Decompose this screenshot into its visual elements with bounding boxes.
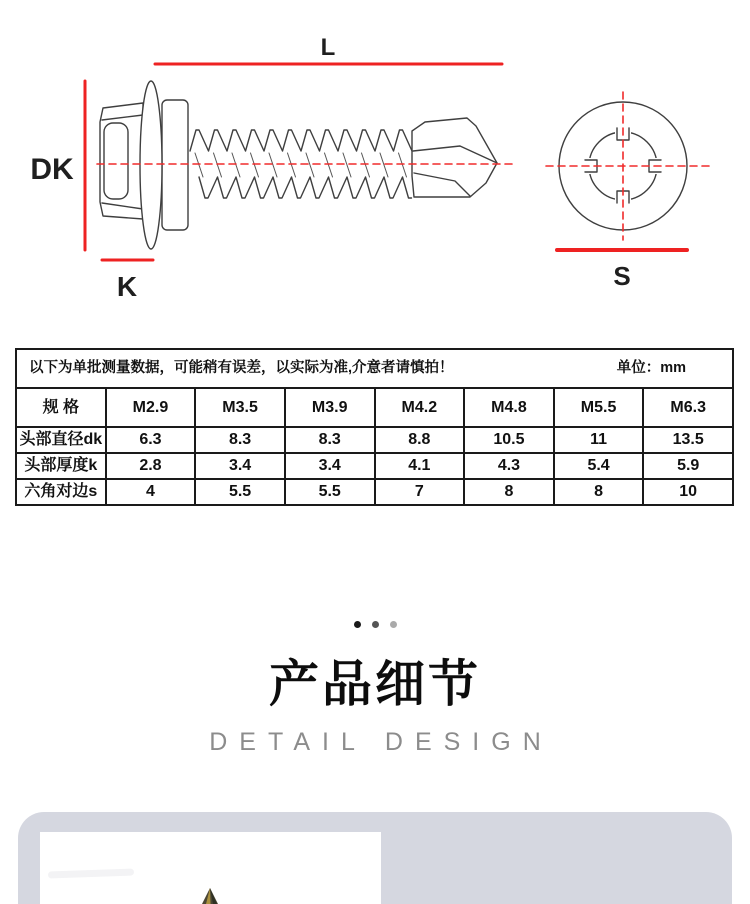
screw-tip-photo-fragment xyxy=(198,888,222,904)
section-divider-dots xyxy=(0,621,750,628)
cell: 3.4 xyxy=(195,453,285,479)
cell: 4.1 xyxy=(375,453,465,479)
cell: 10 xyxy=(643,479,733,505)
table-row-hex-width xyxy=(16,479,733,505)
sealing-washer xyxy=(162,100,188,230)
cell: 8.3 xyxy=(195,427,285,453)
detail-photo-panel xyxy=(18,812,732,904)
divider-dot xyxy=(354,621,361,628)
detail-photo xyxy=(40,832,381,904)
spec-column: M5.5 xyxy=(554,388,644,427)
cell: 4.3 xyxy=(464,453,554,479)
divider-dot xyxy=(390,621,397,628)
cell: 8.3 xyxy=(285,427,375,453)
cell: 8.8 xyxy=(375,427,465,453)
cell: 6.3 xyxy=(106,427,196,453)
label-head-thickness-K: K xyxy=(116,271,138,302)
table-row-head-diameter xyxy=(16,427,733,453)
spec-column: M3.5 xyxy=(195,388,285,427)
unit-label: 单位：mm xyxy=(616,360,686,377)
cell: 5.4 xyxy=(554,453,644,479)
spec-column: M3.9 xyxy=(285,388,375,427)
section-subtitle: DETAIL DESIGN xyxy=(209,728,553,756)
table-row-head-thickness xyxy=(16,453,733,479)
spec-row-label: 规 格 xyxy=(16,388,106,427)
row-label: 头部厚度k xyxy=(16,453,106,479)
spec-header-row xyxy=(16,388,733,427)
label-head-diameter-DK: DK xyxy=(30,153,74,186)
cell: 4 xyxy=(106,479,196,505)
cell: 13.5 xyxy=(643,427,733,453)
cell: 5.5 xyxy=(285,479,375,505)
cell: 2.8 xyxy=(106,453,196,479)
cell: 5.9 xyxy=(643,453,733,479)
hex-head-side-view xyxy=(100,103,143,219)
spec-table xyxy=(15,348,734,506)
screw-technical-drawing xyxy=(0,0,750,330)
label-length-L: L xyxy=(320,34,336,61)
cell: 8 xyxy=(554,479,644,505)
drill-point xyxy=(412,118,497,197)
cell: 5.5 xyxy=(195,479,285,505)
head-top-view xyxy=(546,92,710,240)
row-label: 六角对边s xyxy=(16,479,106,505)
cell: 8 xyxy=(464,479,554,505)
section-title: 产品细节 xyxy=(269,656,481,712)
cell: 7 xyxy=(375,479,465,505)
row-label: 头部直径dk xyxy=(16,427,106,453)
spec-column: M4.8 xyxy=(464,388,554,427)
spec-column: M4.2 xyxy=(375,388,465,427)
label-hex-width-S: S xyxy=(613,261,631,291)
flange xyxy=(140,81,162,249)
measurement-note: 以下为单批测量数据，可能稍有误差，以实际为准,介意者请慎拍！ xyxy=(29,360,454,377)
cell: 3.4 xyxy=(285,453,375,479)
cell: 11 xyxy=(554,427,644,453)
table-note-row xyxy=(16,349,733,388)
spec-column: M2.9 xyxy=(106,388,196,427)
photo-artifact xyxy=(48,869,134,879)
spec-column: M6.3 xyxy=(643,388,733,427)
divider-dot xyxy=(372,621,379,628)
cell: 10.5 xyxy=(464,427,554,453)
